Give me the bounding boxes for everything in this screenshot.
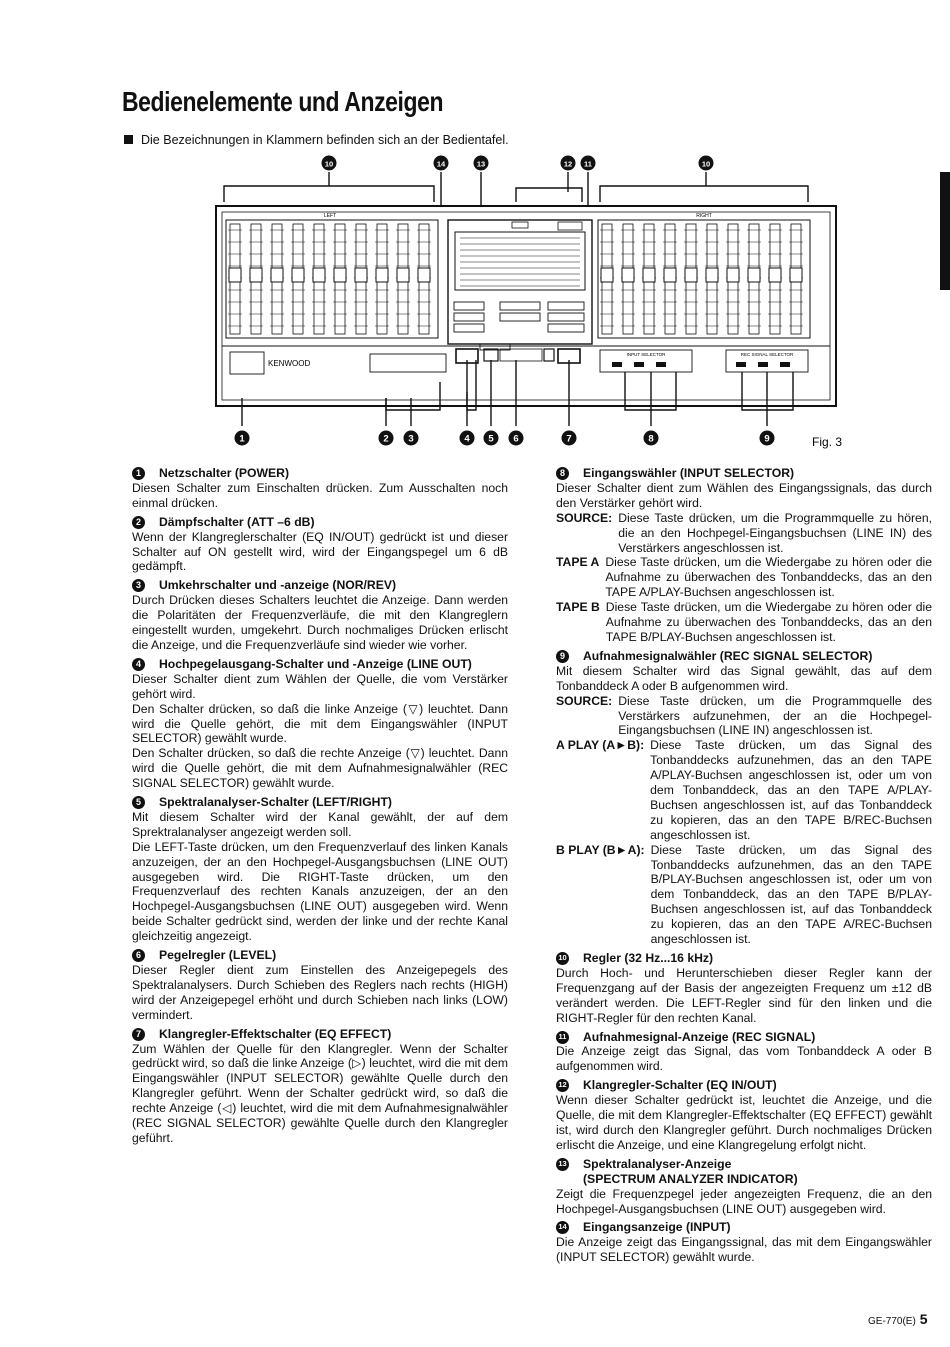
svg-text:3: 3 bbox=[408, 433, 414, 445]
legend-entry-title: Spektralanalyser-Anzeige bbox=[583, 1156, 732, 1171]
svg-text:12: 12 bbox=[563, 159, 573, 169]
svg-text:10: 10 bbox=[324, 159, 334, 169]
svg-text:11: 11 bbox=[584, 159, 592, 169]
legend-entry-heading bbox=[556, 951, 932, 966]
legend-entry-heading bbox=[132, 795, 508, 810]
callout-number-badge: 13 bbox=[556, 1158, 569, 1171]
legend-entry-text: Den Schalter drücken, so daß die rechte Anzeige (▽) leuchtet. Dann wird die Quelle gehört, die mit dem Aufnahmesignalwähler (REC SIGNAL SELECTOR) gewählt wurde. bbox=[132, 746, 508, 791]
svg-text:4: 4 bbox=[464, 433, 470, 445]
svg-text:8: 8 bbox=[648, 433, 654, 445]
eq-slider-knob bbox=[229, 268, 241, 282]
callout-14-badge bbox=[434, 156, 449, 171]
page-footer bbox=[868, 1311, 928, 1327]
callout-number-badge: 10 bbox=[556, 952, 569, 965]
legend-entry-9 bbox=[556, 649, 932, 947]
left-bank-label: LEFT bbox=[323, 213, 337, 219]
legend-entry-title: Aufnahmesignal-Anzeige (REC SIGNAL) bbox=[583, 1029, 816, 1044]
legend-entry-heading bbox=[556, 1078, 932, 1093]
legend-entry-8 bbox=[556, 466, 932, 645]
legend-entry-heading bbox=[132, 515, 508, 530]
legend-entry-text: Zum Wählen der Quelle für den Klangregler. Wenn der Schalter gedrückt wird, so daß die linke Anzeige (▷) leuchtet, wird die mit dem Eingangswähler (INPUT SELECTOR) gewählte Quelle durch den Klangregler geführt. Wenn der Schalter gedrückt wird, so daß die rechte Anzeige (◁) leuchtet, wird die mit dem Aufnahmesignalwähler (REC SIGNAL SELECTOR) gewählte Quelle durch den Klangregler geführt. bbox=[132, 1041, 508, 1145]
legend-sub-item bbox=[556, 738, 932, 842]
legend-sub-item bbox=[556, 600, 932, 645]
eq-slider-knob bbox=[292, 268, 304, 282]
legend-entry-title: Regler (32 Hz...16 kHz) bbox=[583, 951, 714, 965]
callout-number-badge: 5 bbox=[132, 796, 145, 809]
legend-sub-label: A PLAY (A►B): bbox=[556, 738, 645, 753]
eq-slider-knob bbox=[397, 268, 409, 282]
callout-number-badge: 8 bbox=[556, 467, 569, 480]
legend-sub-text: Diese Taste drücken, um das Signal des Tonbanddecks aufzunehmen, das an den TAPE A/PLAY-Buchsen angeschlossen ist, oder um von dem Tonbanddeck, das an den TAPE A/PLAY-Buchsen angeschlossen ist, auf das Tonbanddeck zu kopieren, das an den TAPE B/REC-Buchsen angeschlossen ist. bbox=[650, 738, 932, 842]
svg-text:1: 1 bbox=[239, 433, 245, 445]
legend-sub-label: SOURCE: bbox=[556, 693, 613, 708]
legend-entry-title: Dämpfschalter (ATT –6 dB) bbox=[159, 514, 315, 529]
legend-sub-text: Diese Taste drücken, um die Wiedergabe zu hören oder die Aufnahme zu überwachen des Tonbanddecks, das an den TAPE A/PLAY-Buchsen angeschlossen ist. bbox=[605, 555, 932, 600]
eq-slider-knob bbox=[250, 268, 262, 282]
eq-slider-knob bbox=[664, 268, 676, 282]
page-title: Bedienelemente und Anzeigen bbox=[122, 86, 444, 117]
eq-slider-knob bbox=[418, 268, 430, 282]
eq-slider-knob bbox=[748, 268, 760, 282]
svg-text:5: 5 bbox=[488, 433, 494, 445]
figure-caption: Fig. 3 bbox=[812, 435, 843, 449]
callout-number-badge: 1 bbox=[132, 467, 145, 480]
legend-entry-title: Umkehrschalter und -anzeige (NOR/REV) bbox=[159, 578, 397, 593]
legend-entry-14 bbox=[556, 1220, 932, 1265]
callout-number-badge: 14 bbox=[556, 1221, 569, 1234]
legend-entry-text: Wenn der Klangreglerschalter (EQ IN/OUT) gedrückt ist und dieser Schalter auf ON gestellt wird, wird der Eingangspegel um 6 dB gedämpft. bbox=[132, 529, 508, 574]
legend-entry-title: Hochpegelausgang-Schalter und -Anzeige (LINE OUT) bbox=[159, 656, 472, 671]
input-selector-label: INPUT SELECTOR bbox=[626, 352, 666, 357]
svg-text:14: 14 bbox=[436, 159, 446, 169]
legend-entry-title: Netzschalter (POWER) bbox=[159, 466, 290, 480]
equalizer-front-panel bbox=[216, 206, 836, 406]
legend-entry-title: Klangregler-Effektschalter (EQ EFFECT) bbox=[159, 1026, 392, 1041]
eq-slider-knob bbox=[334, 268, 346, 282]
legend-entry-heading bbox=[556, 1157, 932, 1187]
legend-sub-text: Diese Taste drücken, um die Programmquelle des Verstärkers aufzunehmen, der an die Hochpegel-Eingangsbuchsen (LINE IN) angeschlossen ist. bbox=[618, 693, 932, 738]
legend-entry-4 bbox=[132, 657, 508, 791]
callout-number-badge: 3 bbox=[132, 579, 145, 592]
callout-6-badge bbox=[509, 431, 524, 446]
right-column bbox=[556, 466, 932, 1269]
legend-entry-heading bbox=[132, 1027, 508, 1042]
eq-slider-knob bbox=[790, 268, 802, 282]
legend-entry-text: Durch Drücken dieses Schalters leuchtet die Anzeige. Dann werden die Polaritäten der Frequenzverläufe, die mit den Klangreglern eingestellt wurden, umgekehrt. Durch nochmaliges Drücken erlischt die Anzeige, und die Frequenzverläufe sind wieder wie vorher. bbox=[132, 593, 508, 652]
callout-number-badge: 6 bbox=[132, 949, 145, 962]
legend-entry-heading bbox=[132, 466, 508, 481]
model-number: GE-770(E) bbox=[868, 1316, 916, 1327]
legend-entry-11 bbox=[556, 1030, 932, 1075]
svg-text:10: 10 bbox=[701, 159, 711, 169]
callout-number-badge: 12 bbox=[556, 1079, 569, 1092]
legend-entry-10 bbox=[556, 951, 932, 1026]
eq-slider-knob bbox=[706, 268, 718, 282]
callout-9-badge bbox=[760, 431, 775, 446]
callout-2-badge bbox=[379, 431, 394, 446]
legend-entry-heading bbox=[556, 466, 932, 481]
eq-slider-knob bbox=[355, 268, 367, 282]
svg-text:9: 9 bbox=[764, 433, 770, 445]
legend-sub-text: Diese Taste drücken, um die Wiedergabe zu hören oder die Aufnahme zu überwachen des Tonbanddecks, das an den TAPE B/PLAY-Buchsen angeschlossen ist. bbox=[605, 600, 932, 644]
eq-slider-knob bbox=[376, 268, 388, 282]
rec-signal-selector-label: REC SIGNAL SELECTOR bbox=[740, 352, 794, 357]
eq-slider-knob bbox=[727, 268, 739, 282]
eq-slider-knob bbox=[313, 268, 325, 282]
callout-number-badge: 4 bbox=[132, 658, 145, 671]
eq-slider-knob bbox=[685, 268, 697, 282]
legend-entry-title: Aufnahmesignalwähler (REC SIGNAL SELECTOR) bbox=[583, 648, 873, 663]
legend-sub-item bbox=[556, 694, 932, 739]
intro-note-text: Die Bezeichnungen in Klammern befinden sich an der Bedientafel. bbox=[141, 133, 509, 147]
legend-entry-text: Zeigt die Frequenzpegel jeder angezeigten Frequenz, die an den Hochpegel-Ausgangsbuchsen (LINE OUT) ausgegeben wird. bbox=[556, 1186, 932, 1216]
legend-entry-text: Dieser Regler dient zum Einstellen des Anzeigepegels des Spektralanalysers. Durch Schieben des Reglers nach rechts (HIGH) wird der Anzeigepegel erhöht und durch Schieben nach links (LOW) vermindert. bbox=[132, 963, 508, 1022]
callout-number-badge: 7 bbox=[132, 1028, 145, 1041]
legend-entry-heading bbox=[556, 1220, 932, 1235]
callout-number-badge: 9 bbox=[556, 650, 569, 663]
callout-10-badge bbox=[699, 156, 714, 171]
front-panel-figure bbox=[0, 0, 950, 460]
legend-sub-item bbox=[556, 843, 932, 947]
legend-entry-heading bbox=[132, 578, 508, 593]
legend-entry-heading bbox=[556, 1030, 932, 1045]
legend-entry-text: Mit diesem Schalter wird der Kanal gewählt, der auf dem Sprektralanalyser angezeigt werden soll. bbox=[132, 809, 508, 839]
legend-entry-heading bbox=[132, 948, 508, 963]
legend-entry-12 bbox=[556, 1078, 932, 1153]
callout-12-badge bbox=[561, 156, 576, 171]
svg-text:2: 2 bbox=[383, 433, 389, 445]
legend-entry-text: Die Anzeige zeigt das Signal, das vom Tonbanddeck A oder B aufgenommen wird. bbox=[556, 1044, 932, 1074]
callout-number-badge: 2 bbox=[132, 516, 145, 529]
eq-slider-knob bbox=[271, 268, 283, 282]
eq-slider-knob bbox=[769, 268, 781, 282]
callout-3-badge bbox=[404, 431, 419, 446]
legend-sub-text: Diese Taste drücken, um die Programmquelle zu hören, die an den Hochpegel-Eingangsbuchsen (LINE IN) des Verstärkers angeschlossen ist. bbox=[618, 510, 932, 555]
legend-entry-text: Dieser Schalter dient zum Wählen des Eingangssignals, das durch den Verstärker gehört wird. bbox=[556, 480, 932, 510]
legend-entry-heading bbox=[132, 657, 508, 672]
callout-4-badge bbox=[460, 431, 475, 446]
callout-7-badge bbox=[562, 431, 577, 446]
svg-text:7: 7 bbox=[566, 433, 572, 445]
legend-entry-text: Mit diesem Schalter wird das Signal gewählt, das auf dem Tonbanddeck A oder B aufgenommen wird. bbox=[556, 663, 932, 693]
callout-5-badge bbox=[484, 431, 499, 446]
legend-entry-5 bbox=[132, 795, 508, 944]
legend-entry-heading bbox=[556, 649, 932, 664]
legend-entry-1 bbox=[132, 466, 508, 511]
legend-entry-3 bbox=[132, 578, 508, 653]
legend-entry-7 bbox=[132, 1027, 508, 1146]
legend-entry-text: Durch Hoch- und Herunterschieben dieser Regler kann der Frequenzgang auf der Basis der angezeigten Frequenz um ±12 dB verändert werden. Die LEFT-Regler sind für den linken und die RIGHT-Regler für den rechten Kanal. bbox=[556, 965, 932, 1025]
callout-13-badge bbox=[474, 156, 489, 171]
callout-8-badge bbox=[644, 431, 659, 446]
legend-entry-text: Die LEFT-Taste drücken, um den Frequenzverlauf des linken Kanals anzuzeigen, der an den Hochpegel-Ausgangsbuchsen (LINE OUT) ausgegeben wird. Die RIGHT-Taste drücken, um den Frequenzverlauf des rechten Kanals anzuzeigen, der an den Hochpegel-Ausgangsbuchsen (LINE OUT) ausgegeben wird. Wenn beide Schalter gedrückt sind, werden der linke und der rechte Kanal gleichzeitig angezeigt. bbox=[132, 839, 508, 944]
legend-sub-item bbox=[556, 555, 932, 600]
svg-text:6: 6 bbox=[513, 433, 519, 445]
legend-entry-title-line2: (SPECTRUM ANALYZER INDICATOR) bbox=[583, 1171, 798, 1186]
legend-entry-text: Wenn dieser Schalter gedrückt ist, leuchtet die Anzeige, und die Quelle, die mit dem Klangregler-Effektschalter (EQ EFFECT) gewählt ist, wird durch den Klangregler geführt. Durch nochmaliges Drücken erlischt die Anzeige, und eine Klangregelung erfolgt nicht. bbox=[556, 1093, 932, 1152]
legend-entry-text: Den Schalter drücken, so daß die linke Anzeige (▽) leuchtet. Dann wird die Quelle gehört, die mit dem Eingangswähler (INPUT SELECTOR) gewählt wurde. bbox=[132, 701, 508, 746]
legend-entry-title: Pegelregler (LEVEL) bbox=[159, 948, 277, 963]
legend-sub-text: Diese Taste drücken, um das Signal des Tonbanddecks aufzunehmen, das an den TAPE B/PLAY-Buchsen angeschlossen ist, oder um von dem Tonbanddeck, das an den TAPE B/PLAY-Buchsen angeschlossen ist, auf das Tonbanddeck zu kopieren, das an den TAPE A/REC-Buchsen angeschlossen ist. bbox=[650, 842, 932, 947]
callout-1-badge bbox=[235, 431, 250, 446]
left-column bbox=[132, 466, 508, 1150]
brand-logo: KENWOOD bbox=[268, 359, 311, 368]
legend-entry-title: Klangregler-Schalter (EQ IN/OUT) bbox=[583, 1078, 777, 1093]
legend-entry-title: Eingangswähler (INPUT SELECTOR) bbox=[583, 466, 795, 480]
eq-slider-knob bbox=[622, 268, 634, 282]
legend-sub-label: B PLAY (B►A): bbox=[556, 842, 645, 857]
right-bank-label: RIGHT bbox=[696, 213, 712, 219]
legend-sub-label: TAPE B bbox=[556, 600, 600, 615]
legend-sub-label: TAPE A bbox=[556, 555, 600, 570]
legend-sub-label: SOURCE: bbox=[556, 510, 613, 525]
eq-slider-knob bbox=[601, 268, 613, 282]
legend-entry-text: Die Anzeige zeigt das Eingangssignal, das mit dem Eingangswähler (INPUT SELECTOR) gewählt wurde. bbox=[556, 1235, 932, 1265]
legend-entry-6 bbox=[132, 948, 508, 1023]
eq-slider-knob bbox=[643, 268, 655, 282]
legend-sub-item bbox=[556, 511, 932, 556]
legend-entry-2 bbox=[132, 515, 508, 575]
callout-10-badge bbox=[322, 156, 337, 171]
callout-number-badge: 11 bbox=[556, 1031, 569, 1044]
legend-entry-text: Diesen Schalter zum Einschalten drücken. Zum Ausschalten noch einmal drücken. bbox=[132, 480, 508, 510]
page-number: 5 bbox=[919, 1311, 928, 1327]
legend-entry-13 bbox=[556, 1157, 932, 1217]
svg-text:13: 13 bbox=[476, 159, 486, 169]
callout-11-badge bbox=[581, 156, 596, 171]
legend-entry-title: Eingangsanzeige (INPUT) bbox=[583, 1220, 731, 1235]
legend-entry-title: Spektralanalyser-Schalter (LEFT/RIGHT) bbox=[159, 795, 392, 810]
legend-entry-text: Dieser Schalter dient zum Wählen der Quelle, die vom Verstärker gehört wird. bbox=[132, 671, 508, 701]
